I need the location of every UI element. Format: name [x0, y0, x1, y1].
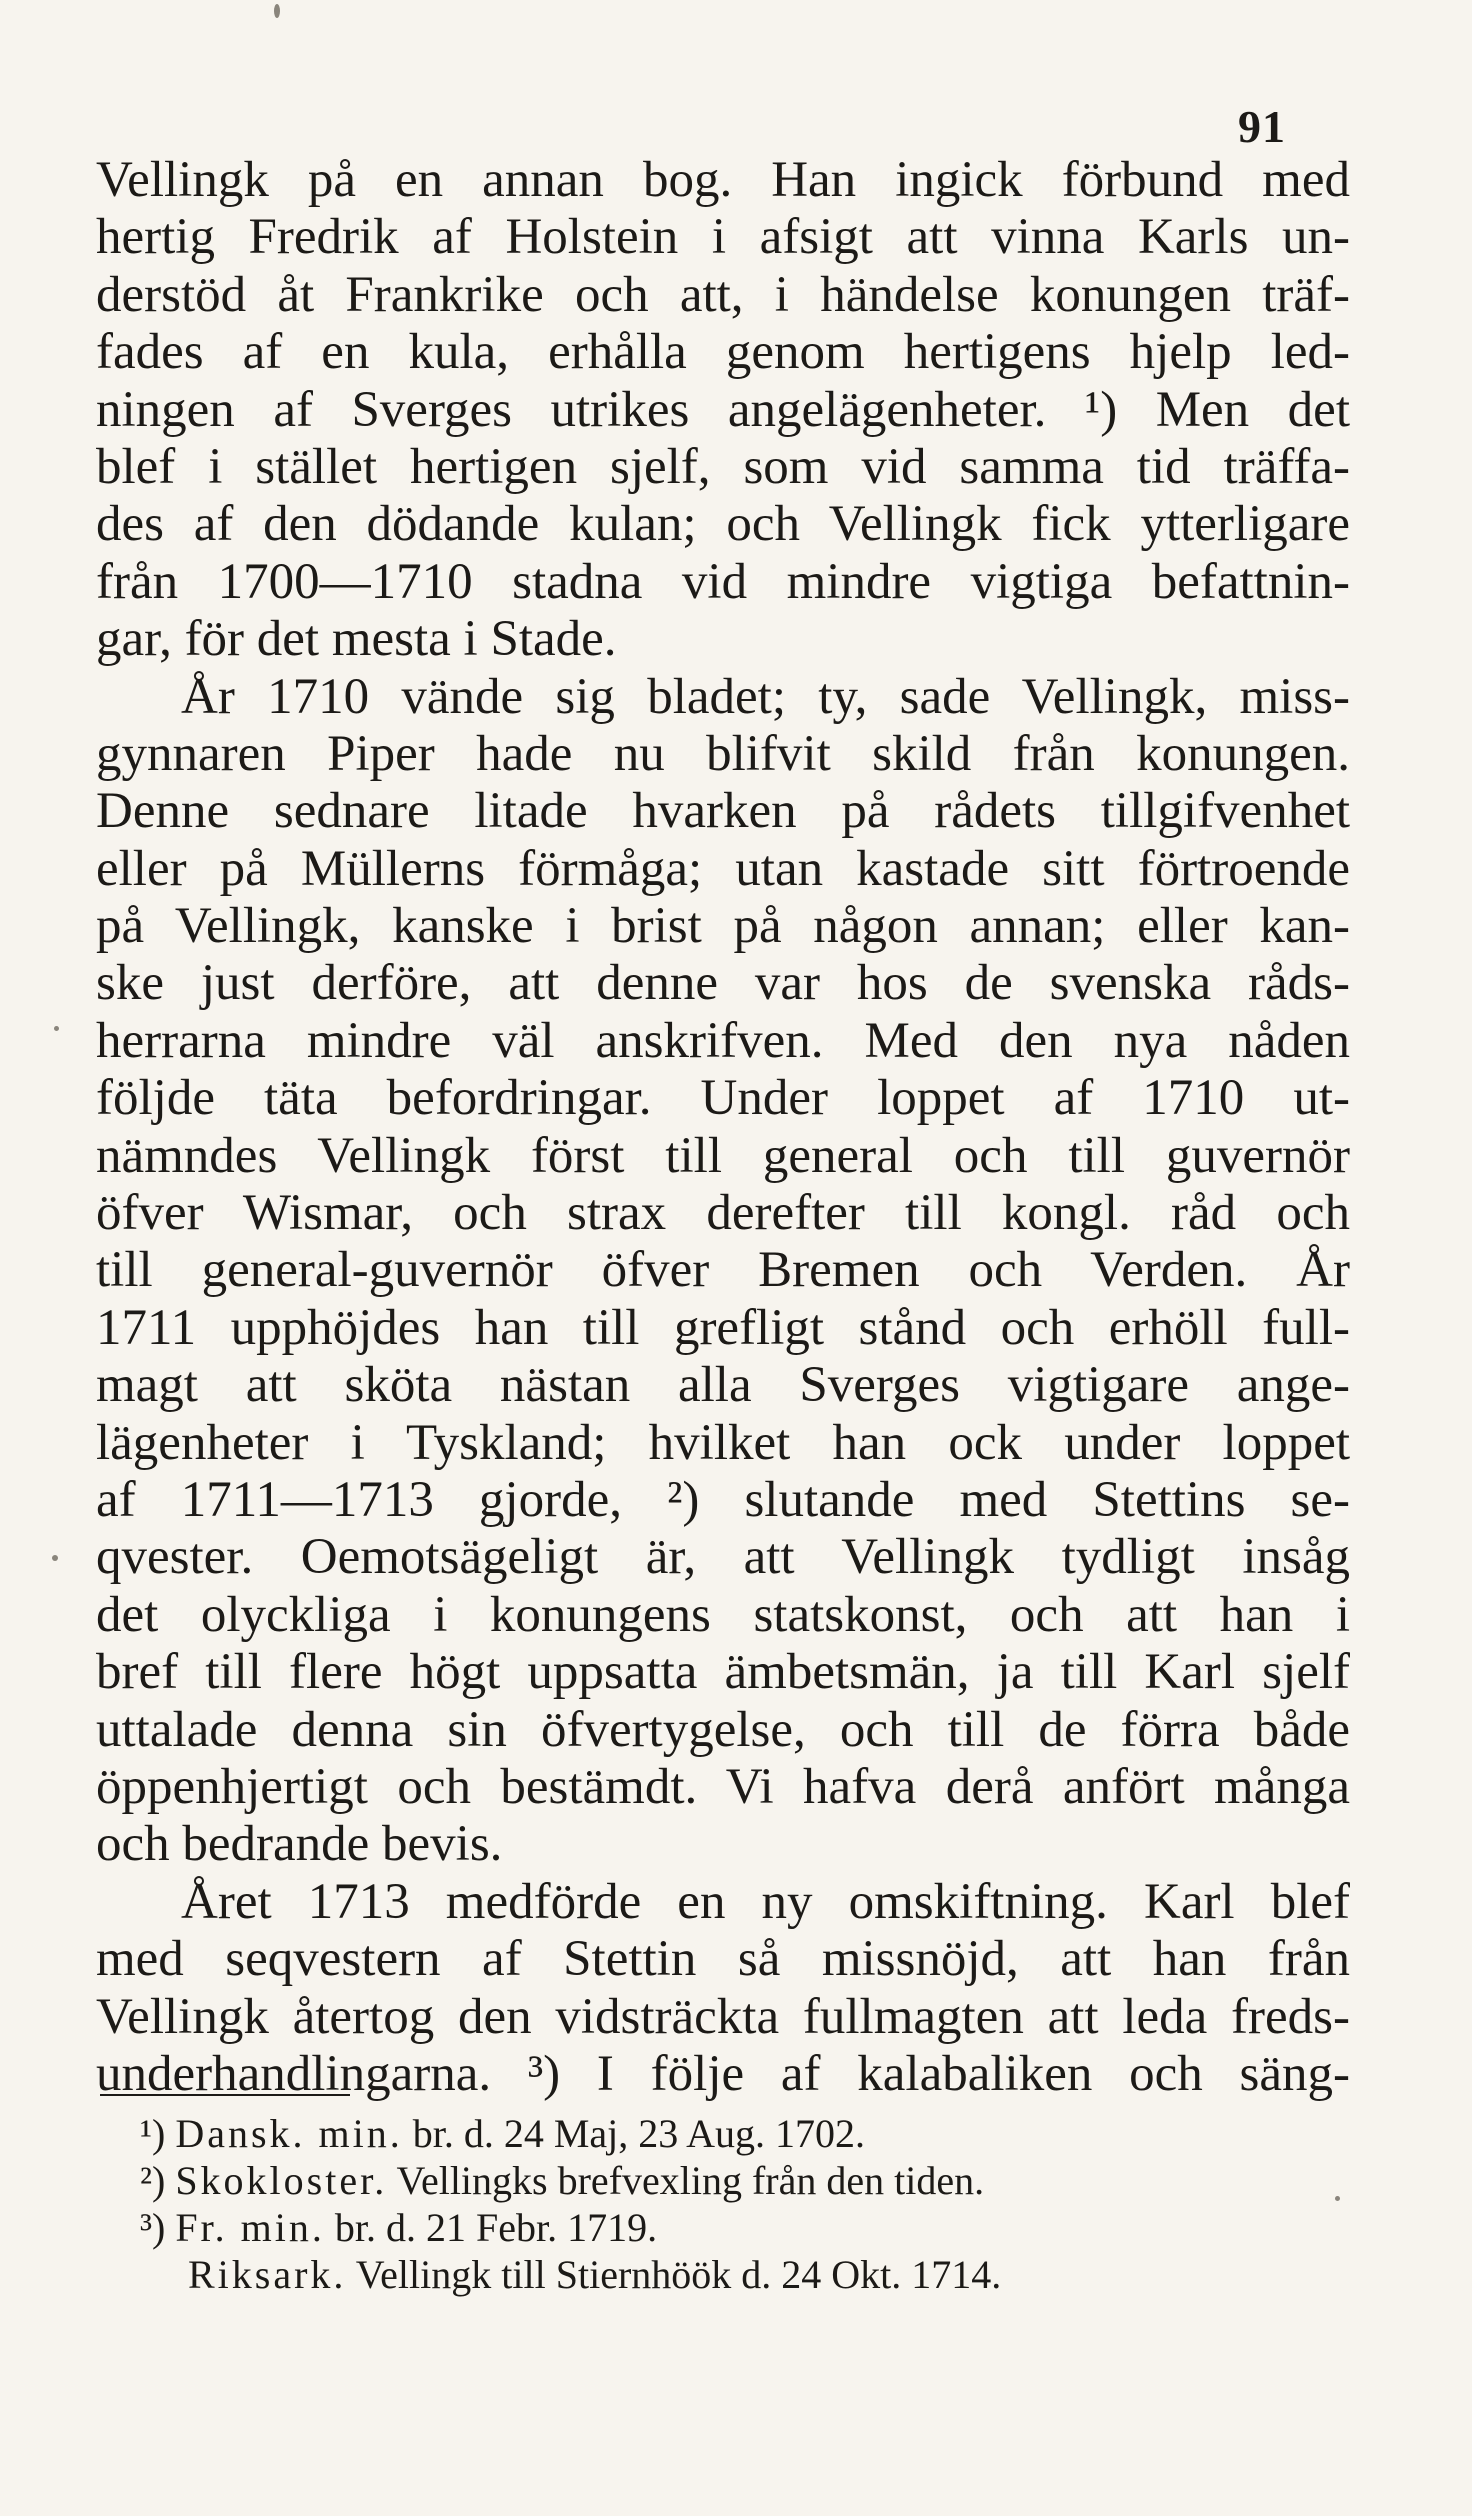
- text-line: uttalade denna sin öfvertygelse, och till de förra både: [96, 1701, 1350, 1758]
- text-line: med seqvestern af Stettin så missnöjd, att han från: [96, 1931, 1350, 1988]
- text-line: från 1700—1710 stadna vid mindre vigtiga befattnin-: [96, 553, 1350, 610]
- text-line: des af den dödande kulan; och Vellingk fick ytterligare: [96, 496, 1350, 553]
- text-line: lägenheter i Tyskland; hvilket han ock under loppet: [96, 1414, 1350, 1471]
- text-line: underhandlingarna. ³) I följe af kalabaliken och säng-: [96, 2045, 1350, 2102]
- text-line: Vellingk återtog den vidsträckta fullmagten att leda freds-: [96, 1988, 1350, 2045]
- text-line: öppenhjertigt och bestämdt. Vi hafva derå anfört många: [96, 1758, 1350, 1815]
- text-line: på Vellingk, kanske i brist på någon annan; eller kan-: [96, 898, 1350, 955]
- footnote-text: Vellingks brefvexling från den tiden.: [396, 2158, 985, 2203]
- footnote-marker: ²): [140, 2158, 166, 2203]
- text-line: och bedrande bevis.: [96, 1816, 503, 1873]
- footnote-marker: ¹): [140, 2111, 166, 2156]
- text-line: gynnaren Piper hade nu blifvit skild från konungen.: [96, 725, 1350, 782]
- text-line: 1711 upphöjdes han till grefligt stånd och erhöll full-: [96, 1299, 1350, 1356]
- text-line: fades af en kula, erhålla genom hertigens hjelp led-: [96, 324, 1350, 381]
- footnote-divider: [100, 2094, 350, 2096]
- footnote-source: Dansk. min.: [175, 2111, 403, 2156]
- footnote-text: Vellingk till Stiernhöök d. 24 Okt. 1714.: [355, 2252, 1002, 2297]
- text-line: hertig Fredrik af Holstein i afsigt att vinna Karls un-: [96, 209, 1350, 266]
- text-line: det olyckliga i konungens statskonst, och att han i: [96, 1586, 1350, 1643]
- footnote-marker: ³): [140, 2205, 166, 2250]
- text-line: blef i stället hertigen sjelf, som vid samma tid träffa-: [96, 438, 1350, 495]
- scan-speck: [52, 1555, 58, 1561]
- footnote-text: br. d. 21 Febr. 1719.: [334, 2205, 658, 2250]
- scan-speck: [54, 1026, 59, 1031]
- text-line: ningen af Sverges utrikes angelägenheter. ¹) Men det: [96, 381, 1350, 438]
- scan-speck: [1335, 2196, 1340, 2201]
- text-line: magt att sköta nästan alla Sverges vigtigare ange-: [96, 1357, 1350, 1414]
- footnote-text: br. d. 24 Maj, 23 Aug. 1702.: [412, 2111, 865, 2156]
- text-line: öfver Wismar, och strax derefter till kongl. råd och: [96, 1185, 1350, 1242]
- text-line: nämndes Vellingk först till general och till guvernör: [96, 1127, 1350, 1184]
- text-line: bref till flere högt uppsatta ämbetsmän, ja till Karl sjelf: [96, 1644, 1350, 1701]
- text-line: Denne sednare litade hvarken på rådets tillgifvenhet: [96, 783, 1350, 840]
- text-line: följde täta befordringar. Under loppet af 1710 ut-: [96, 1070, 1350, 1127]
- footnote: [140, 2110, 1290, 2157]
- text-line: till general-guvernör öfver Bremen och Verden. År: [96, 1242, 1350, 1299]
- page-number: 91: [1238, 101, 1286, 152]
- text-line: År 1710 vände sig bladet; ty, sade Vellingk, miss-: [181, 668, 1350, 725]
- text-line: Året 1713 medförde en ny omskiftning. Karl blef: [181, 1873, 1350, 1930]
- footnote: [140, 2251, 1290, 2298]
- text-line: eller på Müllerns förmåga; utan kastade sitt förtroende: [96, 840, 1350, 897]
- text-line: herrarna mindre väl anskrifven. Med den nya nåden: [96, 1012, 1350, 1069]
- text-line: Vellingk på en annan bog. Han ingick förbund med: [96, 152, 1350, 208]
- scan-speck: [274, 4, 280, 18]
- footnote: [140, 2157, 1290, 2204]
- footnote-source: Riksark.: [188, 2252, 347, 2297]
- footnote-source: Skokloster.: [175, 2158, 388, 2203]
- text-line: qvester. Oemotsägeligt är, att Vellingk tydligt insåg: [96, 1529, 1350, 1586]
- text-line: af 1711—1713 gjorde, ²) slutande med Stettins se-: [96, 1471, 1350, 1528]
- footnote-source: Fr. min.: [175, 2205, 325, 2250]
- body-text: [96, 152, 1350, 2103]
- text-line: derstöd åt Frankrike och att, i händelse konungen träf-: [96, 266, 1350, 323]
- footnote: [140, 2204, 1290, 2251]
- text-line: gar, för det mesta i Stade.: [96, 611, 617, 668]
- text-line: ske just derföre, att denne var hos de svenska råds-: [96, 955, 1350, 1012]
- footnotes: [140, 2110, 1290, 2298]
